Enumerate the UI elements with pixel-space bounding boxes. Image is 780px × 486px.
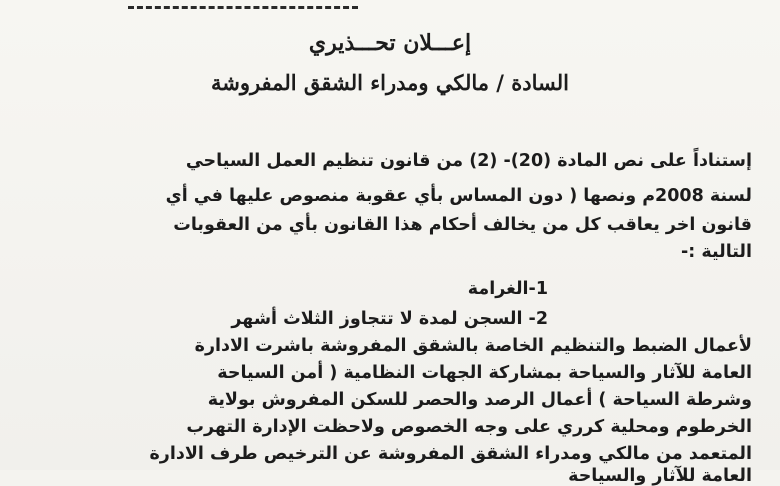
- body-line-2: لسنة 2008م ونصها ( دون المساس بأي عقوبة منصوص عليها في أي: [165, 186, 752, 206]
- body-line-1: إستناداً على نص المادة (20)- (2) من قانون تنظيم العمل السياحي: [185, 151, 752, 171]
- body-line-10: الخرطوم ومحلية كرري على وجه الخصوص ولاحظت الإدارة التهرب: [186, 417, 752, 437]
- body-line-8: العامة للآثار والسياحة بمشاركة الجهات النظامية ( أمن السياحة: [217, 363, 752, 383]
- document-title: إعـــلان تحـــذيري: [308, 30, 472, 56]
- penalty-item-1: 1-الغرامة: [467, 279, 548, 299]
- penalty-item-2: 2- السجن لمدة لا تتجاوز الثلاث أشهر: [231, 309, 548, 329]
- body-line-7: لأعمال الضبط والتنظيم الخاصة بالشقق المفروشة باشرت الادارة: [194, 336, 752, 356]
- body-line-9: وشرطة السياحة ) أعمال الرصد والحصر للسكن المفروش بولاية: [207, 390, 752, 410]
- body-line-4: التالية :-: [681, 242, 752, 262]
- addressee-line: السادة / مالكي ومدراء الشقق المفروشة: [210, 70, 570, 95]
- body-line-12: العامة للآثار والسياحة: [568, 466, 752, 486]
- top-dashed-rule: [128, 0, 358, 9]
- body-line-11: المتعمد من مالكي ومدراء الشقق المفروشة عن الترخيص طرف الادارة: [149, 444, 752, 464]
- body-line-3: قانون اخر يعاقب كل من يخالف أحكام هذا القانون بأي من العقوبات: [173, 215, 752, 235]
